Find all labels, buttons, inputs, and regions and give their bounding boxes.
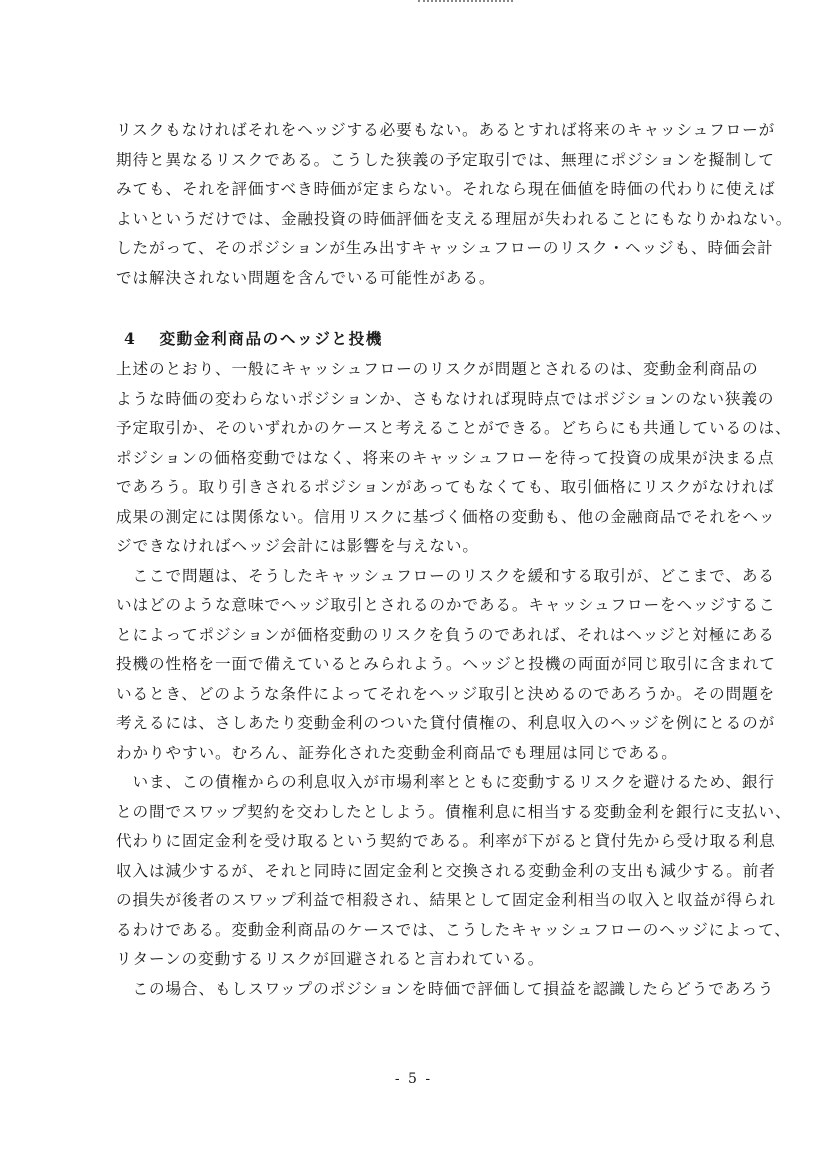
text-line: 予定取引か、そのいずれかのケースと考えることができる。どちらにも共通しているのは、 (116, 419, 792, 437)
text-line: の損失が後者のスワップ利益で相殺され、結果として固定金利相当の収入と収益が得られ (116, 891, 776, 909)
text-line: では解決されない問題を含んでいる可能性がある。 (116, 268, 496, 287)
text-line: 考えるには、さしあたり変動金利のついた貸付債権の、利息収入のヘッジを例にとるのが (116, 714, 776, 732)
text-line: 収入は減少するが、それと同時に固定金利と交換される変動金利の支出も減少する。前者 (116, 861, 776, 880)
text-line: 成果の測定には関係ない。信用リスクに基づく価格の変動も、他の金融商品でそれをヘッ (116, 507, 776, 526)
page-number: - 5 - (394, 1071, 433, 1087)
scan-top-mark (418, 0, 513, 6)
text-line: 投機の性格を一面で備えているとみられよう。ヘッジと投機の両面が同じ取引に含まれて (116, 655, 776, 673)
text-line: との間でスワップ契約を交わしたとしよう。債権利息に相当する変動金利を銀行に支払い、 (116, 802, 792, 821)
text-line: ジできなければヘッジ会計には影響を与えない。 (116, 537, 479, 555)
text-line: 期待と異なるリスクである。こうした狭義の予定取引では、無理にポジションを擬制して (116, 150, 775, 169)
text-line: ポジションの価格変動ではなく、将来のキャッシュフローを待って投資の成果が決まる点 (116, 448, 775, 467)
text-line: いま、この債権からの利息収入が市場利率とともに変動するリスクを避けるため、銀行 (116, 773, 775, 791)
section-number: 4 (124, 329, 137, 348)
text-line: みても、それを評価すべき時価が定まらない。それなら現在価値を時価の代わりに使えば (116, 180, 776, 198)
section-title: 変動金利商品のヘッジと投機 (159, 329, 384, 348)
text-line: 上述のとおり、一般にキャッシュフローのリスクが問題とされるのは、変動金利商品の (116, 360, 759, 378)
text-line: ここで問題は、そうしたキャッシュフローのリスクを緩和する取引が、どこまで、ある (116, 566, 775, 585)
text-line: したがって、そのポジションが生み出すキャッシュフローのリスク・ヘッジも、時価会計 (116, 239, 774, 257)
text-line: であろう。取り引きされるポジションがあってもなくても、取引価格にリスクがなければ (116, 478, 775, 496)
text-line: リターンの変動するリスクが回避されると言われている。 (116, 950, 545, 968)
paragraph-2 (116, 355, 792, 1004)
text-line: この場合、もしスワップのポジションを時価で評価して損益を認識したらどうであろう (116, 979, 775, 998)
text-line: ような時価の変わらないポジションか、さもなければ現時点ではポジションのない狭義の (116, 389, 775, 408)
text-line: るわけである。変動金利商品のケースでは、こうしたキャッシュフローのヘッジによって、 (116, 920, 791, 939)
section-heading (124, 327, 383, 349)
text-line: いはどのような意味でヘッジ取引とされるのかである。キャッシュフローをヘッジするこ (116, 596, 776, 614)
text-line: とによってポジションが価格変動のリスクを負うのであれば、それはヘッジと対極にある (116, 625, 775, 644)
text-line: いるとき、どのような条件によってそれをヘッジ取引と決めるのであろうか。その問題を (116, 684, 776, 703)
text-line: わかりやすい。むろん、証券化された変動金利商品でも理屈は同じである。 (116, 743, 678, 762)
text-line: 代わりに固定金利を受け取るという契約である。利率が下がると貸付先から受け取る利息 (116, 832, 776, 850)
paragraph-1 (116, 116, 793, 293)
text-line: よいというだけでは、金融投資の時価評価を支える理屈が失われることにもなりかねない。 (116, 209, 793, 228)
text-line: リスクもなければそれをヘッジする必要もない。あるとすれば将来のキャッシュフローが (116, 121, 776, 139)
